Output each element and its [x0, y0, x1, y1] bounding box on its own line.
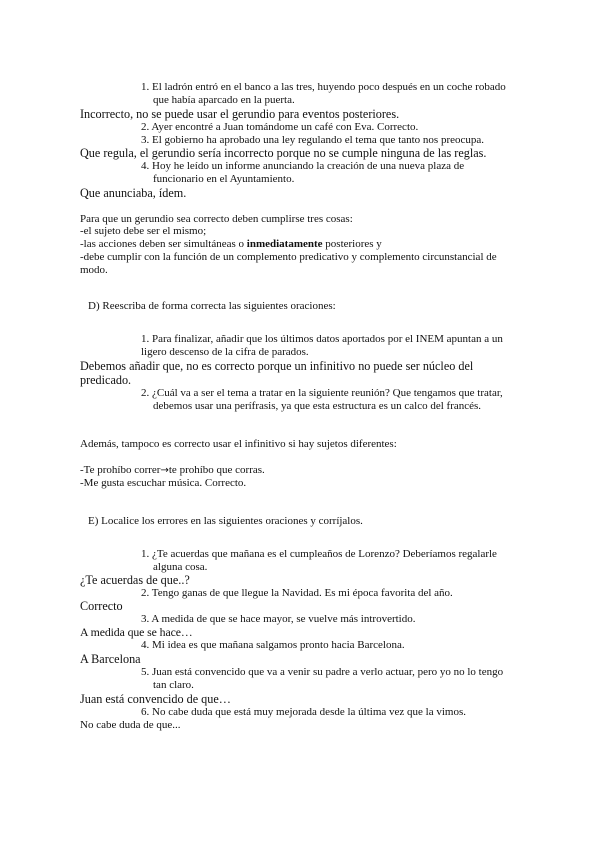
d-example-1 — [80, 464, 265, 477]
c-answer4: Que anunciaba, ídem. — [80, 186, 187, 200]
rule-3-line1: -debe cumplir con la función de un complemento predicativo y complemento circunstancial de — [80, 251, 497, 263]
e-answer2: Correcto — [80, 599, 123, 613]
c-item4-line1: 4. Hoy he leído un informe anunciando la creación de una nueva plaza de — [141, 160, 465, 172]
e-item3: 3. A medida de que se hace mayor, se vuelve más introvertido. — [141, 613, 416, 625]
c-answer3: Que regula, el gerundio sería incorrecto porque no se cumple ninguna de las reglas. — [80, 146, 487, 160]
section-d-heading: D) Reescriba de forma correcta las siguientes oraciones: — [88, 300, 336, 312]
c-item3: 3. El gobierno ha aprobado una ley regulando el tema que tanto nos preocupa. — [141, 134, 485, 146]
e-item1-line2: alguna cosa. — [153, 561, 208, 573]
e-item6: 6. No cabe duda que está muy mejorada desde la última vez que la vimos. — [141, 706, 467, 718]
c-answer1: Incorrecto, no se puede usar el gerundio para eventos posteriores. — [80, 107, 400, 121]
d-example-1-start: -Te prohíbo correr — [80, 464, 161, 476]
rule-3-line2: modo. — [80, 264, 108, 276]
rule-1: -el sujeto debe ser el mismo; — [80, 225, 207, 237]
e-answer4: A Barcelona — [80, 652, 141, 666]
e-item4: 4. Mi idea es que mañana salgamos pronto hacia Barcelona. — [141, 639, 405, 651]
d-item2-line2: debemos usar una perífrasis, ya que esta estructura es un calco del francés. — [153, 400, 482, 412]
e-item1-line1: 1. ¿Te acuerdas que mañana es el cumpleaños de Lorenzo? Deberíamos regalarle — [141, 548, 497, 560]
c-item1-line1: 1. El ladrón entró en el banco a las tres, huyendo poco después en un coche robado — [141, 81, 506, 93]
e-item5-line2: tan claro. — [153, 679, 194, 691]
rules-intro: Para que un gerundio sea correcto deben cumplirse tres cosas: — [80, 213, 353, 225]
section-e-heading: E) Localice los errores en las siguientes oraciones y corríjalos. — [88, 515, 363, 527]
c-item1-line2: que había aparcado en la puerta. — [153, 94, 295, 106]
d-item2-line1: 2. ¿Cuál va a ser el tema a tratar en la siguiente reunión? Que tengamos que tratar, — [141, 387, 503, 399]
c-item4-line2: funcionario en el Ayuntamiento. — [153, 173, 295, 185]
d-example-2: -Me gusta escuchar música. Correcto. — [80, 477, 247, 489]
e-item2: 2. Tengo ganas de que llegue la Navidad. Es mi época favorita del año. — [141, 587, 453, 599]
rule-2-start: -las acciones deben ser simultáneas o — [80, 238, 247, 250]
d-answer1-line2: predicado. — [80, 373, 132, 387]
c-item2: 2. Ayer encontré a Juan tomándome un café con Eva. Correcto. — [141, 121, 419, 133]
d-item1-line1: 1. Para finalizar, añadir que los últimos datos aportados por el INEM apuntan a un — [141, 333, 503, 345]
d-answer1-line1: Debemos añadir que, no es correcto porque un infinitivo no puede ser núcleo del — [80, 359, 474, 373]
e-item5-line1: 5. Juan está convencido que va a venir su padre a verlo actuar, pero yo no lo tengo — [141, 666, 504, 678]
rule-2-bold: inmediatamente — [246, 238, 323, 250]
e-answer3: A medida que se hace… — [80, 625, 193, 639]
e-answer6: No cabe duda de que... — [80, 719, 181, 731]
rule-2-end: posteriores y — [322, 238, 382, 250]
d-note: Además, tampoco es correcto usar el infinitivo si hay sujetos diferentes: — [80, 438, 397, 450]
rule-2 — [80, 238, 382, 251]
d-item1-line2: ligero descenso de la cifra de parados. — [141, 346, 309, 358]
e-answer1: ¿Te acuerdas de que..? — [80, 573, 190, 587]
d-example-1-end: te prohíbo que corras. — [168, 464, 265, 476]
right-arrow-icon: → — [160, 465, 169, 476]
e-answer5: Juan está convencido de que… — [80, 692, 231, 706]
